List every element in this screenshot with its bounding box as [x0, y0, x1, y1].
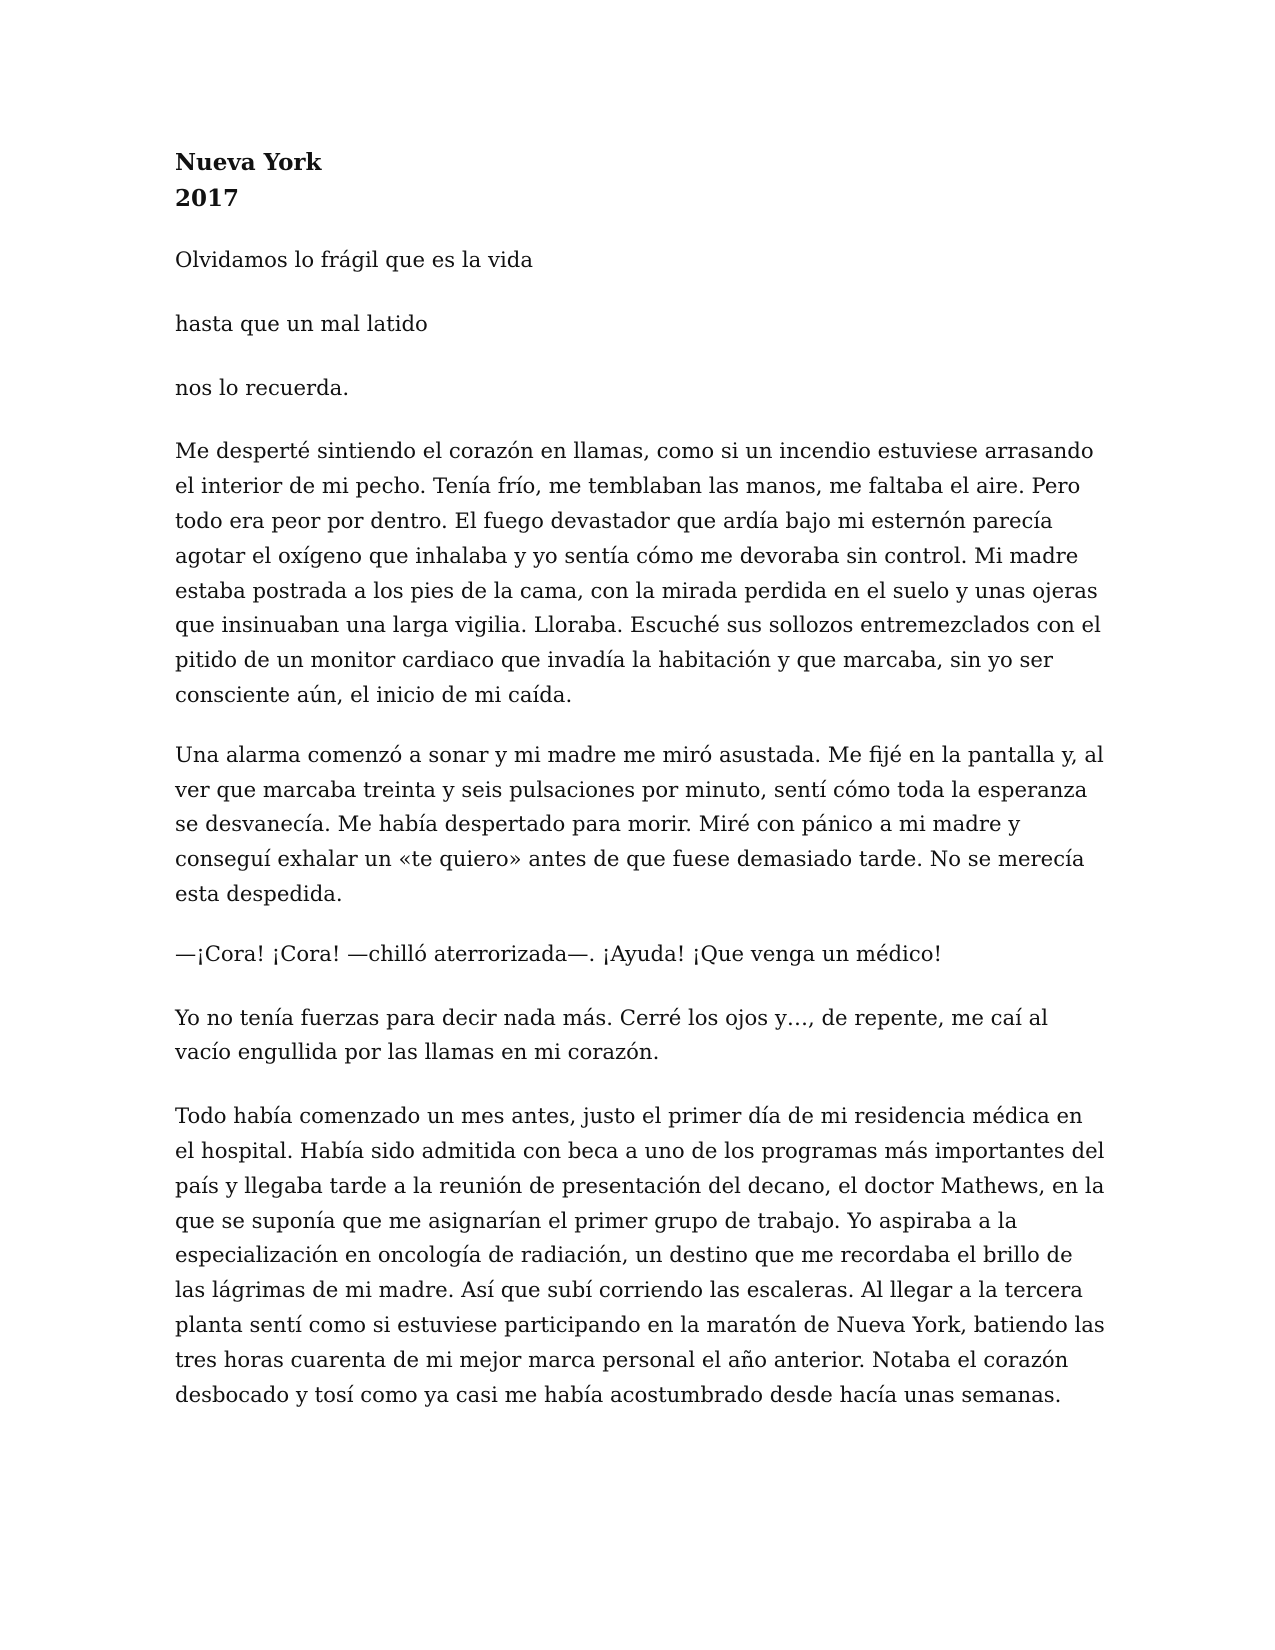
paragraph: Todo había comenzado un mes antes, justo el primer día de mi residencia médica en el hospital. Había sido admitida con beca a uno de los programas más importantes del país y llegaba tarde a la reunión de presentación del decano, el doctor Mathews, en la que se suponía que me asignarían el primer grupo de trabajo. Yo aspiraba a la especialización en oncología de radiación, un destino que me recordaba el brillo de las lágrimas de mi madre. Así que subí corriendo las escaleras. Al llegar a la tercera planta sentí como si estuviese participando en la maratón de Nueva York, batiendo las tres horas cuarenta de mi mejor marca personal el año anterior. Notaba el corazón desbocado y tosí como ya casi me había acostumbrado desde hacía unas semanas. [175, 1103, 1105, 1407]
heading-place: Nueva York [175, 149, 322, 176]
heading-year: 2017 [175, 185, 240, 212]
dialogue-paragraph: —¡Cora! ¡Cora! —chilló aterrorizada—. ¡Ayuda! ¡Que venga un médico! [175, 940, 942, 966]
verse-line: Olvidamos lo frágil que es la vida [175, 247, 533, 272]
paragraph: Una alarma comenzó a sonar y mi madre me miró asustada. Me fijé en la pantalla y, al ver que marcaba treinta y seis pulsaciones por minuto, sentí cómo toda la esperanza se desvanecía. Me había despertado para morir. Miré con pánico a mi madre y conseguí exhalar un «te quiero» antes de que fuese demasiado tarde. No se merecía esta despedida. [175, 741, 1104, 906]
chapter-heading [175, 145, 1105, 217]
page-content [175, 145, 1105, 1437]
verse-line: nos lo recuerda. [175, 374, 350, 400]
verse-line: hasta que un mal latido [175, 310, 428, 336]
paragraph: Yo no tenía fuerzas para decir nada más. Cerré los ojos y…, de repente, me caí al vacío engullida por las llamas en mi corazón. [175, 1004, 1049, 1065]
paragraph: Me desperté sintiendo el corazón en llamas, como si un incendio estuviese arrasando el interior de mi pecho. Tenía frío, me temblaban las manos, me faltaba el aire. Pero todo era peor por dentro. El fuego devastador que ardía bajo mi esternón parecía agotar el oxígeno que inhalaba y yo sentía cómo me devoraba sin control. Mi madre estaba postrada a los pies de la cama, con la mirada perdida en el suelo y unas ojeras que insinuaban una larga vigilia. Lloraba. Escuché sus sollozos entremezclados con el pitido de un monitor cardiaco que invadía la habitación y que marcaba, sin yo ser consciente aún, el inicio de mi caída. [175, 438, 1101, 707]
